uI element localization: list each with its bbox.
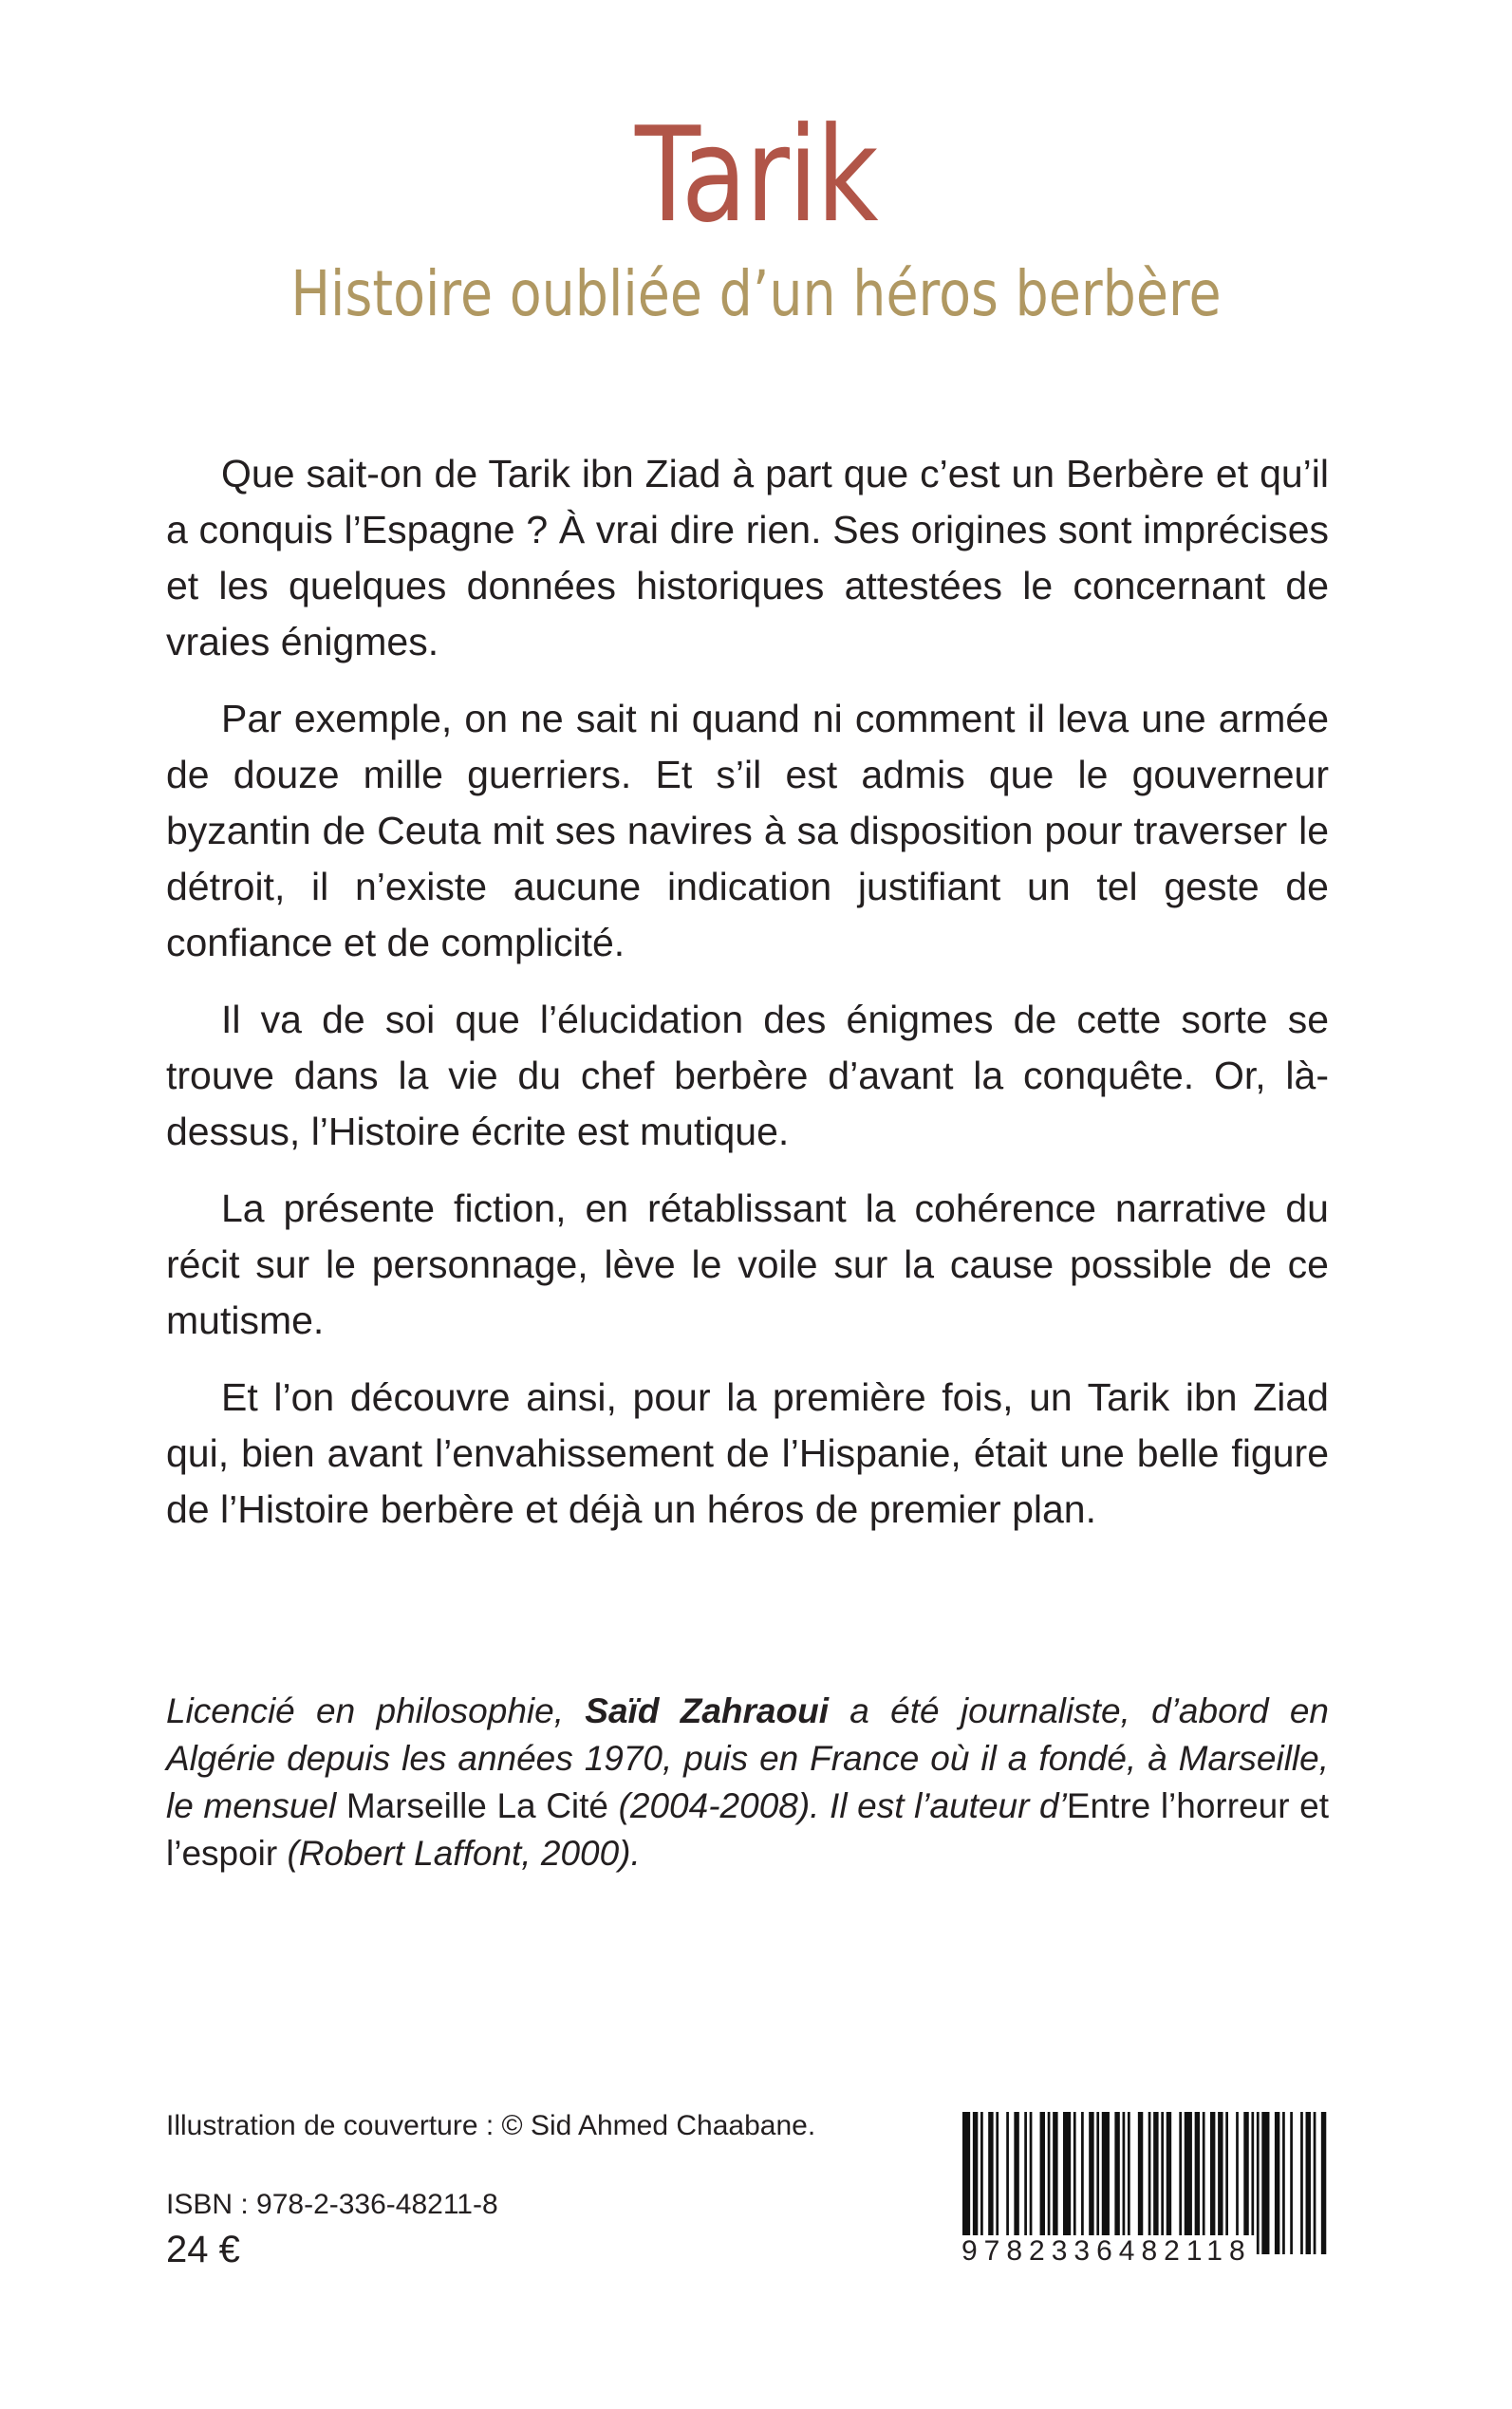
barcode-number: 9782336482118: [959, 2233, 1333, 2269]
book-subtitle: Histoire oubliée d’un héros berbère: [290, 257, 1222, 330]
book-reference-title: Entre l’horreur et l’espoir: [166, 1786, 1329, 1873]
illustration-credit: Illustration de couverture : © Sid Ahmed Chaabane.: [166, 2110, 816, 2141]
author-name: Saïd Zahraoui: [585, 1691, 829, 1730]
blurb-paragraph: Par exemple, on ne sait ni quand ni comment il leva une armée de douze mille guerriers. Et s’il est admis que le gouverneur byzantin de Ceuta mit ses navires à sa disposition pour traverser le détroit, il n’existe aucune indication justifiant un tel geste de confiance et de complicité.: [166, 697, 1329, 964]
author-bio-text: (2004-2008). Il est l’auteur d’: [608, 1786, 1067, 1825]
book-title: Tarik: [634, 99, 878, 252]
blurb: [166, 446, 1329, 1559]
blurb-paragraph: Et l’on découvre ainsi, pour la première fois, un Tarik ibn Ziad qui, bien avant l’envahissement de l’Hispanie, était une belle figure de l’Histoire berbère et déjà un héros de premier plan.: [166, 1375, 1329, 1531]
magazine-title: Marseille La Cité: [345, 1786, 608, 1825]
price: 24 €: [166, 2229, 240, 2270]
blurb-paragraph: Que sait-on de Tarik ibn Ziad à part que c’est un Berbère et qu’il a conquis l’Espagne ? À vrai dire rien. Ses origines sont imprécises et les quelques données historiques attestées le concernant de vraies énigmes.: [166, 452, 1329, 663]
author-bio: [166, 1688, 1329, 1877]
blurb-paragraph: La présente fiction, en rétablissant la cohérence narrative du récit sur le personnage, lève le voile sur la cause possible de ce mutisme.: [166, 1186, 1329, 1342]
author-bio-text: a été journaliste, d’abord en Algérie depuis les années 1970, puis en France où il a fondé, à Marseille, le mensuel: [166, 1691, 1330, 1825]
isbn: ISBN : 978-2-336-48211-8: [166, 2189, 498, 2220]
blurb-paragraph: Il va de soi que l’élucidation des énigmes de cette sorte se trouve dans la vie du chef berbère d’avant la conquête. Or, là-dessus, l’Histoire écrite est mutique.: [166, 998, 1329, 1153]
author-bio-text: Licencié en philosophie,: [166, 1691, 586, 1730]
author-bio-text: (Robert Laffont, 2000).: [277, 1834, 641, 1873]
